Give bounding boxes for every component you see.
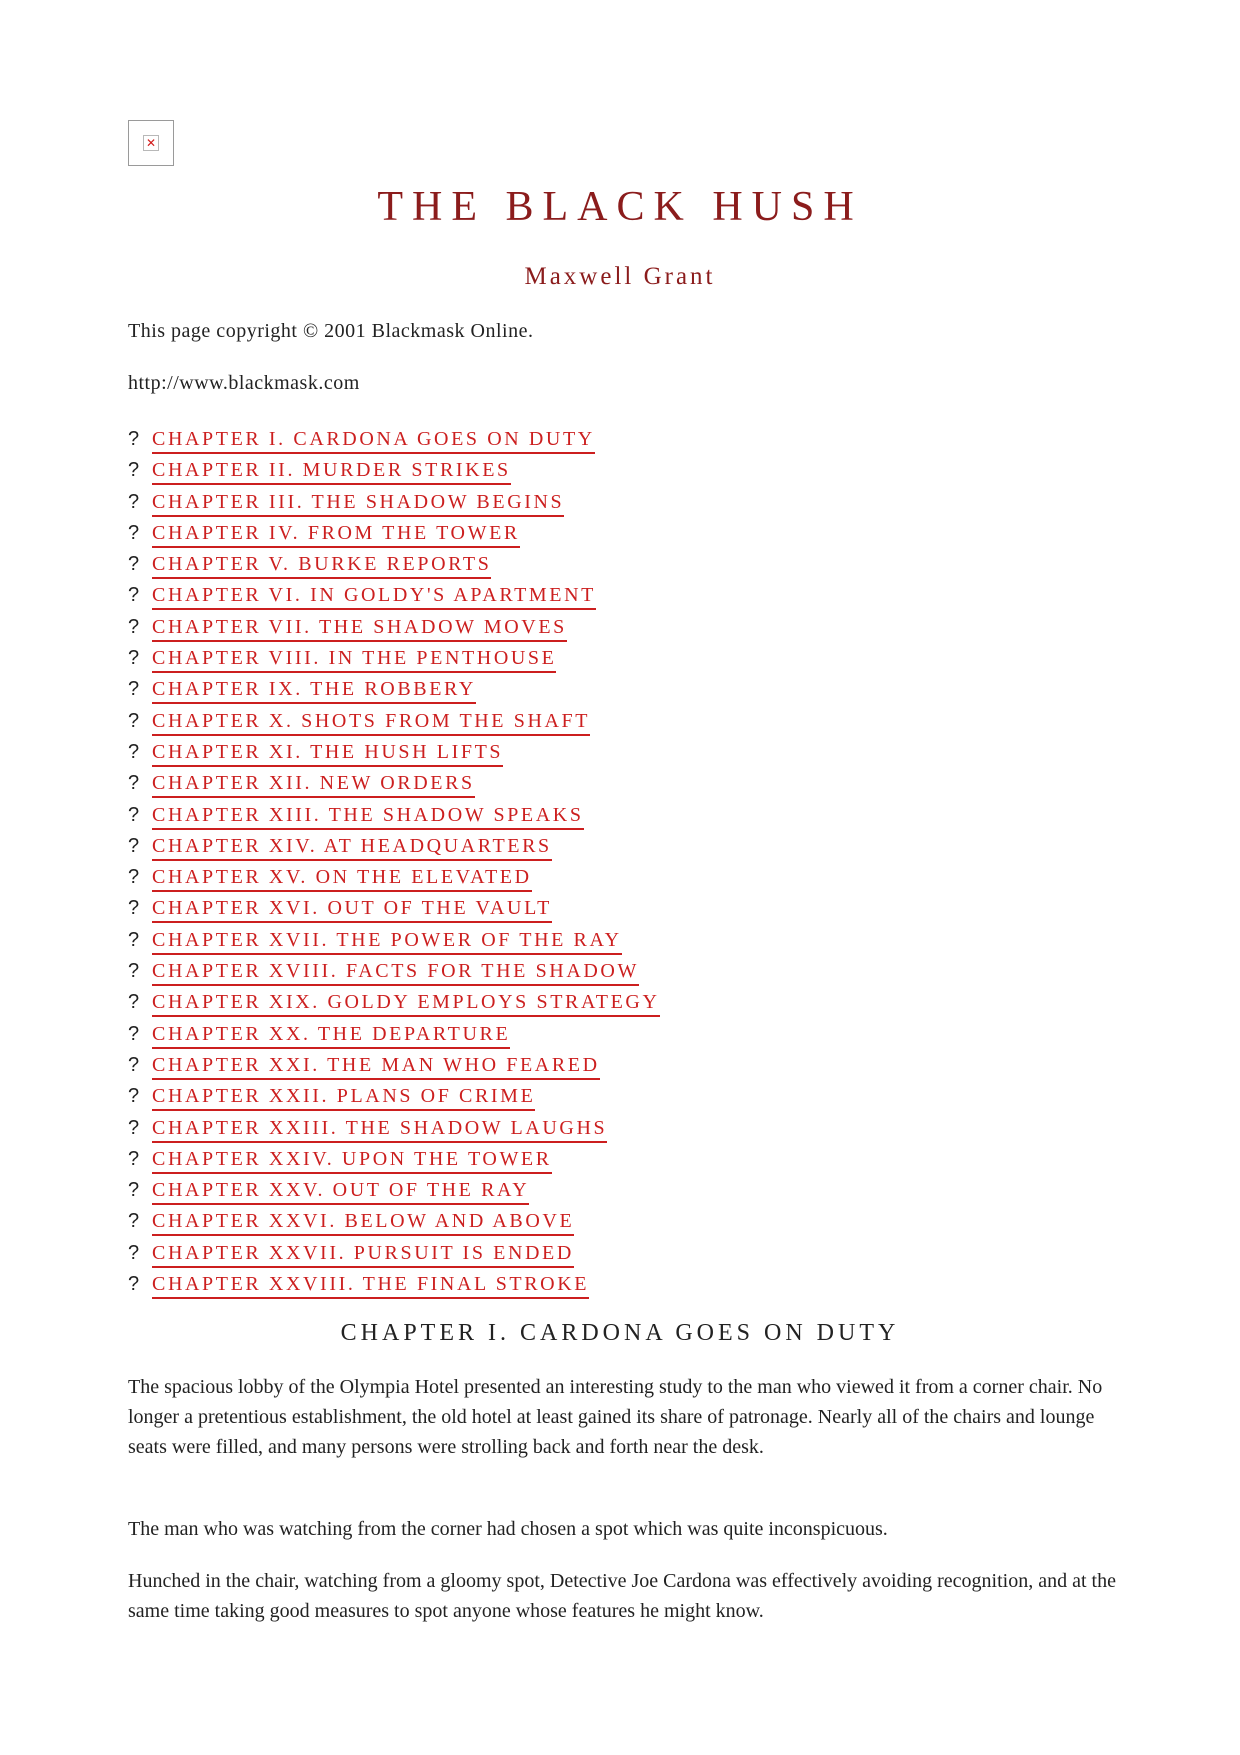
toc-bullet: ?	[128, 991, 140, 1014]
toc-link[interactable]: CHAPTER II. MURDER STRIKES	[152, 459, 511, 485]
toc-item	[128, 706, 660, 737]
toc-item	[128, 800, 660, 831]
table-of-contents	[128, 424, 660, 1300]
toc-link[interactable]: CHAPTER XXVIII. THE FINAL STROKE	[152, 1273, 589, 1299]
toc-bullet: ?	[128, 521, 140, 544]
toc-bullet: ?	[128, 1273, 140, 1296]
toc-item	[128, 643, 660, 674]
toc-link[interactable]: CHAPTER IV. FROM THE TOWER	[152, 522, 520, 548]
toc-link[interactable]: CHAPTER XV. ON THE ELEVATED	[152, 866, 532, 892]
toc-link[interactable]: CHAPTER III. THE SHADOW BEGINS	[152, 491, 564, 517]
toc-link[interactable]: CHAPTER XVI. OUT OF THE VAULT	[152, 897, 552, 923]
site-url-link[interactable]: http://www.blackmask.com	[128, 372, 360, 394]
toc-link[interactable]: CHAPTER XIV. AT HEADQUARTERS	[152, 835, 552, 861]
toc-link[interactable]: CHAPTER XXII. PLANS OF CRIME	[152, 1085, 535, 1111]
toc-bullet: ?	[128, 1022, 140, 1045]
toc-item	[128, 893, 660, 924]
toc-item	[128, 1081, 660, 1112]
toc-link[interactable]: CHAPTER XXIV. UPON THE TOWER	[152, 1148, 552, 1174]
toc-link[interactable]: CHAPTER VIII. IN THE PENTHOUSE	[152, 647, 556, 673]
toc-bullet: ?	[128, 740, 140, 763]
toc-bullet: ?	[128, 428, 140, 450]
toc-bullet: ?	[128, 928, 140, 951]
toc-link[interactable]: CHAPTER V. BURKE REPORTS	[152, 553, 491, 579]
toc-bullet: ?	[128, 678, 140, 701]
toc-link[interactable]: CHAPTER XXVII. PURSUIT IS ENDED	[152, 1242, 574, 1268]
toc-item	[128, 487, 660, 518]
toc-bullet: ?	[128, 772, 140, 795]
toc-link[interactable]: CHAPTER XII. NEW ORDERS	[152, 772, 475, 798]
toc-bullet: ?	[128, 490, 140, 513]
paragraph-3: Hunched in the chair, watching from a gloomy spot, Detective Joe Cardona was effectively avoiding recognition, and at the same time taking good measures to spot anyone whose features he might know.	[128, 1570, 1116, 1622]
toc-link[interactable]: CHAPTER XIII. THE SHADOW SPEAKS	[152, 804, 584, 830]
toc-item	[128, 455, 660, 486]
toc-bullet: ?	[128, 803, 140, 826]
toc-bullet: ?	[128, 615, 140, 638]
toc-link[interactable]: CHAPTER IX. THE ROBBERY	[152, 678, 476, 704]
toc-item	[128, 737, 660, 768]
toc-bullet: ?	[128, 1210, 140, 1233]
toc-bullet: ?	[128, 553, 140, 576]
toc-item	[128, 674, 660, 705]
toc-item	[128, 1206, 660, 1237]
toc-bullet: ?	[128, 1147, 140, 1170]
toc-link[interactable]: CHAPTER XXI. THE MAN WHO FEARED	[152, 1054, 600, 1080]
toc-item	[128, 1238, 660, 1269]
toc-bullet: ?	[128, 1179, 140, 1202]
copyright-notice: This page copyright © 2001 Blackmask Online.	[128, 320, 534, 342]
toc-item	[128, 987, 660, 1018]
toc-link[interactable]: CHAPTER XIX. GOLDY EMPLOYS STRATEGY	[152, 991, 660, 1017]
chapter-heading: CHAPTER I. CARDONA GOES ON DUTY	[340, 1320, 900, 1346]
toc-link[interactable]: CHAPTER XI. THE HUSH LIFTS	[152, 741, 503, 767]
toc-item	[128, 612, 660, 643]
toc-item	[128, 1050, 660, 1081]
toc-item	[128, 831, 660, 862]
toc-bullet: ?	[128, 960, 140, 983]
toc-bullet: ?	[128, 834, 140, 857]
clipped-line-fragment	[128, 1303, 178, 1307]
toc-bullet: ?	[128, 1053, 140, 1076]
toc-link[interactable]: CHAPTER XVIII. FACTS FOR THE SHADOW	[152, 960, 639, 986]
toc-item	[128, 518, 660, 549]
toc-link[interactable]: CHAPTER XXVI. BELOW AND ABOVE	[152, 1210, 574, 1236]
toc-item	[128, 549, 660, 580]
toc-bullet: ?	[128, 1241, 140, 1264]
toc-bullet: ?	[128, 584, 140, 607]
book-author: Maxwell Grant	[524, 263, 716, 290]
toc-item	[128, 1019, 660, 1050]
toc-item	[128, 1269, 660, 1300]
toc-bullet: ?	[128, 1085, 140, 1108]
toc-item	[128, 1113, 660, 1144]
toc-item	[128, 580, 660, 611]
toc-bullet: ?	[128, 459, 140, 482]
toc-item	[128, 925, 660, 956]
broken-image-icon: ✕	[143, 135, 159, 151]
toc-link[interactable]: CHAPTER XXIII. THE SHADOW LAUGHS	[152, 1117, 607, 1143]
toc-item	[128, 1144, 660, 1175]
toc-link[interactable]: CHAPTER XVII. THE POWER OF THE RAY	[152, 929, 622, 955]
paragraph-2: The man who was watching from the corner had chosen a spot which was quite inconspicuous.	[128, 1518, 888, 1540]
toc-item	[128, 424, 660, 455]
toc-bullet: ?	[128, 647, 140, 670]
toc-item	[128, 956, 660, 987]
toc-link[interactable]: CHAPTER VII. THE SHADOW MOVES	[152, 616, 567, 642]
broken-image-placeholder	[128, 120, 174, 166]
paragraph-1: The spacious lobby of the Olympia Hotel presented an interesting study to the man who viewed it from a corner chair. No longer a pretentious establishment, the old hotel at least gained its share of patronage. Nearly all of the chairs and lounge seats were filled, and many persons were strolling back and forth near the desk.	[128, 1376, 1103, 1458]
toc-bullet: ?	[128, 866, 140, 889]
toc-bullet: ?	[128, 709, 140, 732]
toc-bullet: ?	[128, 1116, 140, 1139]
toc-link[interactable]: CHAPTER X. SHOTS FROM THE SHAFT	[152, 710, 590, 736]
toc-link[interactable]: CHAPTER I. CARDONA GOES ON DUTY	[152, 428, 595, 454]
toc-link[interactable]: CHAPTER VI. IN GOLDY'S APARTMENT	[152, 584, 596, 610]
toc-bullet: ?	[128, 897, 140, 920]
book-title: THE BLACK HUSH	[377, 184, 863, 230]
toc-item	[128, 1175, 660, 1206]
toc-link[interactable]: CHAPTER XX. THE DEPARTURE	[152, 1023, 510, 1049]
toc-item	[128, 862, 660, 893]
toc-link[interactable]: CHAPTER XXV. OUT OF THE RAY	[152, 1179, 529, 1205]
toc-item	[128, 768, 660, 799]
